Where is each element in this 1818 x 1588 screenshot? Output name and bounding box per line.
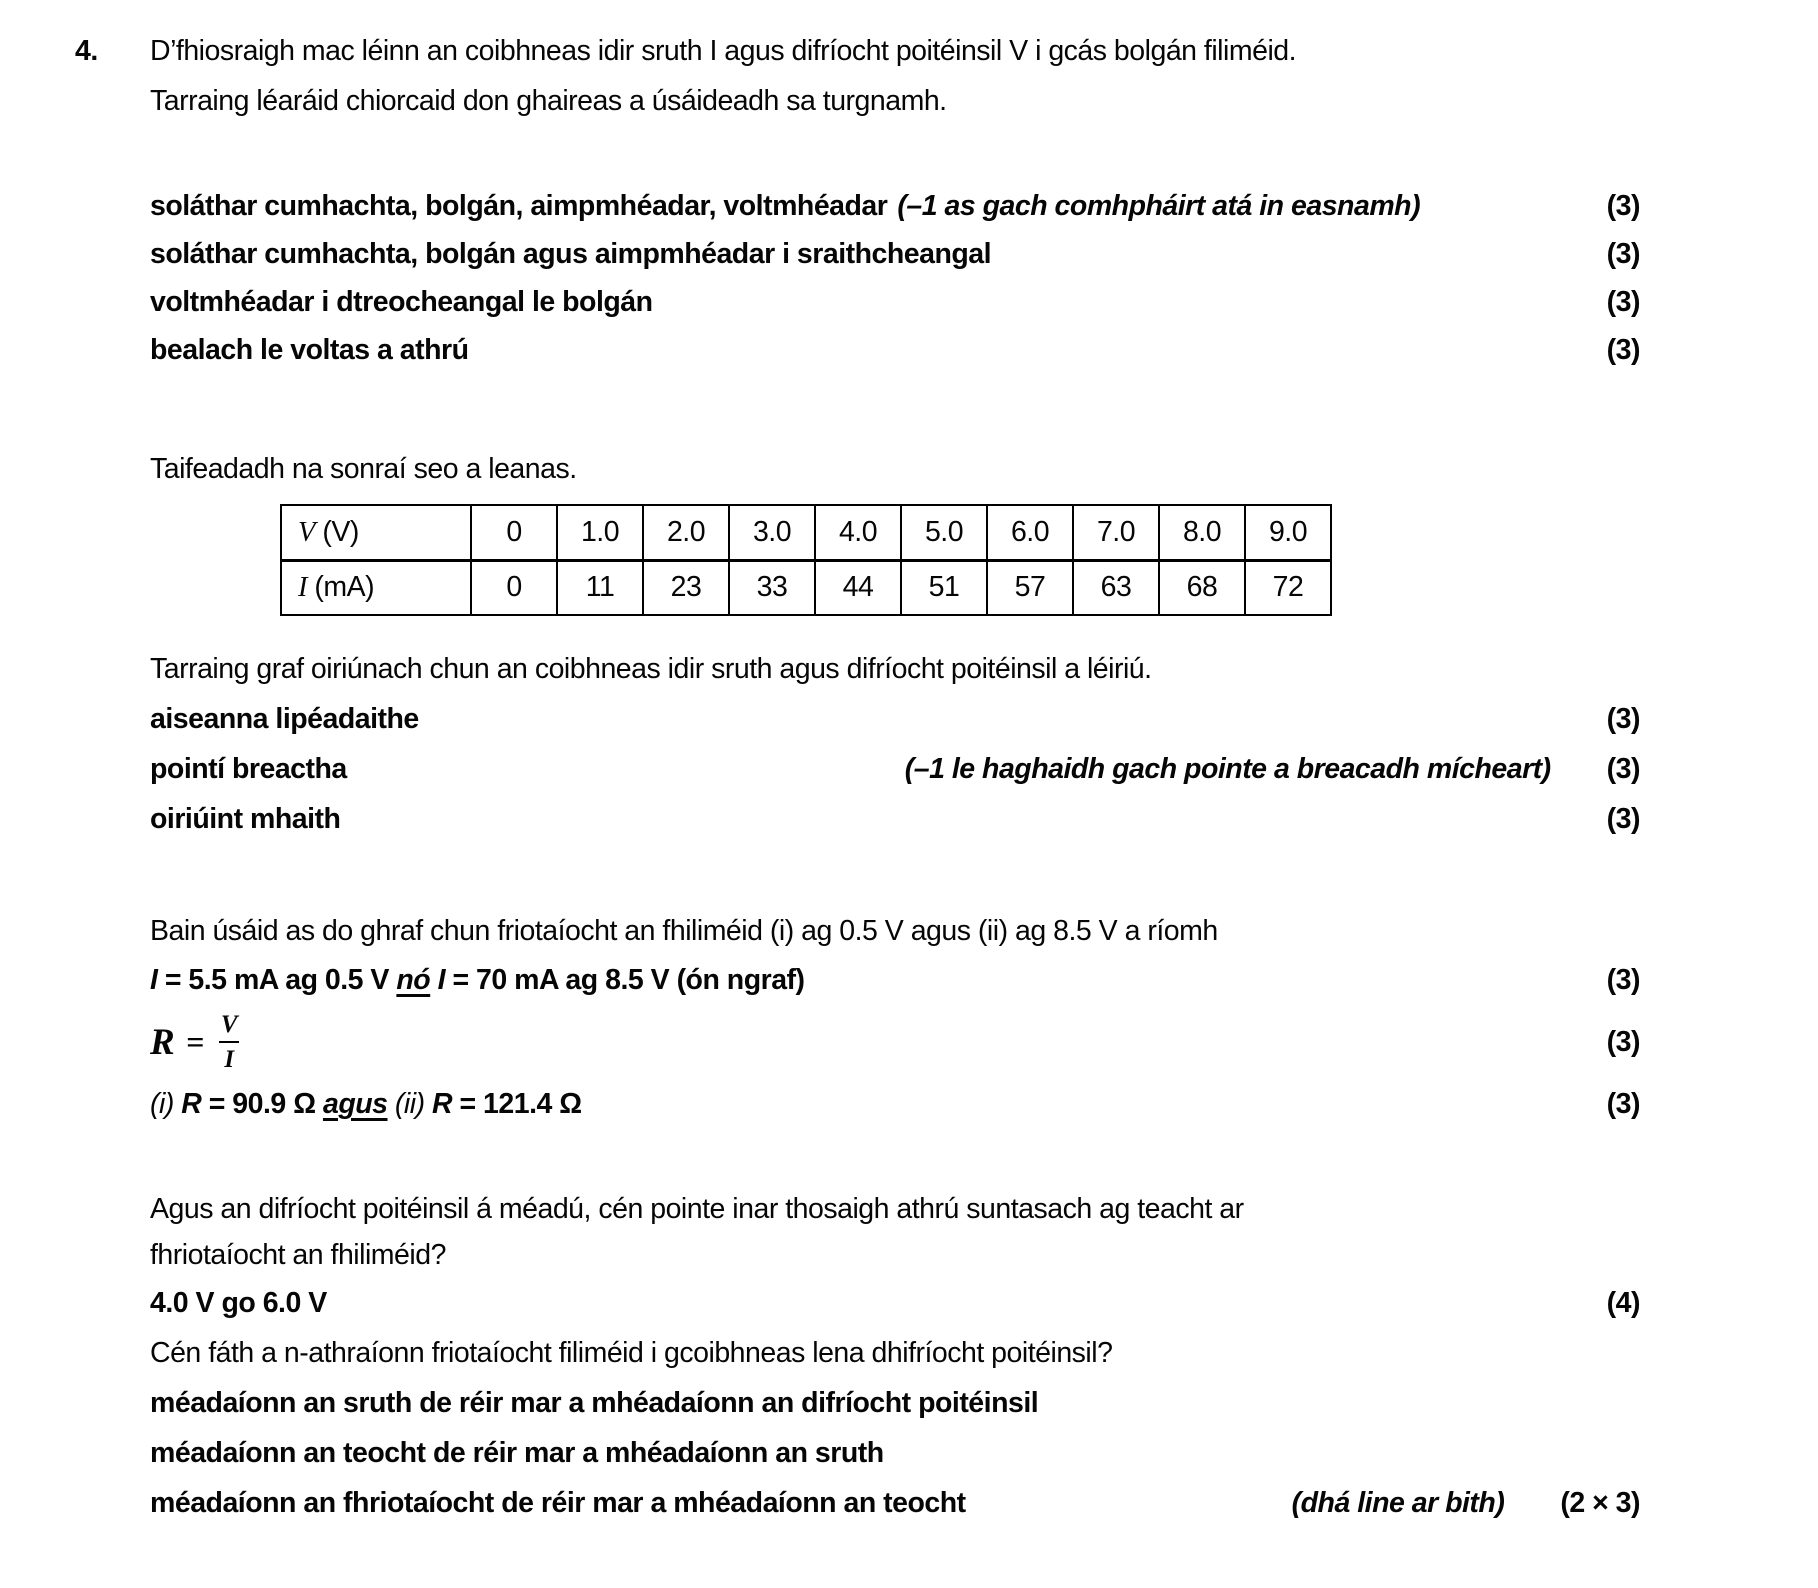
row-label-current xyxy=(281,560,471,615)
current-value-1: = 5.5 mA ag 0.5 V xyxy=(157,964,397,996)
question-4 xyxy=(75,26,1640,1528)
current-symbol-1: I xyxy=(150,964,158,996)
cell-current-3: 33 xyxy=(729,560,815,615)
mark-row-components xyxy=(150,182,1640,230)
table-row-voltage xyxy=(281,505,1331,560)
mark-value: (2 × 3) xyxy=(1560,1487,1640,1519)
mark-value: (4) xyxy=(1606,1287,1640,1319)
cell-voltage-0: 0 xyxy=(471,505,557,560)
why-question: Cén fáth a n-athraíonn friotaíocht filiméid i gcoibhneas lena dhifríocht poitéinsil? xyxy=(150,1337,1113,1369)
cell-voltage-7: 7.0 xyxy=(1073,505,1159,560)
r-value-1: = 90.9 Ω xyxy=(201,1088,323,1120)
current-reading-text xyxy=(150,956,805,1004)
why-answers xyxy=(150,1378,1640,1528)
mark-value: (3) xyxy=(1606,703,1640,735)
why-answer-3 xyxy=(150,1478,1640,1528)
intro-line-2: Tarraing léaráid chiorcaid don ghaireas a úsáideadh sa turgnamh. xyxy=(150,85,947,117)
why-answer-1 xyxy=(150,1378,1640,1428)
cell-voltage-4: 4.0 xyxy=(815,505,901,560)
r-symbol-1: R xyxy=(181,1088,202,1120)
fraction-numerator: V xyxy=(220,1011,238,1038)
roman-i: (i) xyxy=(150,1088,182,1120)
mark-text: pointí breactha xyxy=(150,753,347,785)
cell-voltage-8: 8.0 xyxy=(1159,505,1245,560)
cell-current-6: 57 xyxy=(987,560,1073,615)
mark-text: oiriúint mhaith xyxy=(150,803,341,835)
question-number: 4. xyxy=(75,35,98,67)
mark-text: voltmhéadar i dtreocheangal le bolgán xyxy=(150,286,653,318)
cell-current-1: 11 xyxy=(557,560,643,615)
resistance-result-row xyxy=(150,1080,1640,1128)
voltage-unit: (V) xyxy=(314,515,359,548)
resistance-result-text xyxy=(150,1080,582,1128)
cell-current-7: 63 xyxy=(1073,560,1159,615)
mark-row-fit xyxy=(150,794,1640,844)
mark-value: (3) xyxy=(1606,803,1640,835)
mark-text: aiseanna lipéadaithe xyxy=(150,703,419,735)
answer-text: méadaíonn an teocht de réir mar a mhéadaíonn an sruth xyxy=(150,1437,884,1469)
mark-value: (3) xyxy=(1606,334,1640,366)
mark-value: (3) xyxy=(1606,753,1640,785)
resistance-formula-row xyxy=(150,1010,1640,1074)
cell-current-9: 72 xyxy=(1245,560,1331,615)
mark-text: soláthar cumhachta, bolgán, aimpmhéadar, voltmhéadar xyxy=(150,190,888,222)
formula-lhs: R xyxy=(150,1021,175,1063)
voltage-symbol: V xyxy=(298,516,315,548)
current-symbol: I xyxy=(298,572,307,604)
or-word: nó xyxy=(396,964,431,996)
cell-voltage-3: 3.0 xyxy=(729,505,815,560)
cell-current-2: 23 xyxy=(643,560,729,615)
agus-word: agus xyxy=(322,1088,388,1120)
cell-current-0: 0 xyxy=(471,560,557,615)
graph-marking-scheme xyxy=(150,694,1640,844)
current-unit: (mA) xyxy=(307,571,375,604)
change-question-line-1: Agus an difríocht poitéinsil á méadú, cén pointe inar thosaigh athrú suntasach ag teacht ar xyxy=(150,1193,1244,1225)
mark-value: (3) xyxy=(1606,238,1640,270)
cell-voltage-9: 9.0 xyxy=(1245,505,1331,560)
any-two-note: (dhá line ar bith) xyxy=(1291,1487,1505,1519)
change-question-line-2: fhriotaíocht an fhiliméid? xyxy=(150,1239,446,1271)
formula-equals: = xyxy=(186,1023,204,1060)
intro-paragraph xyxy=(150,26,1640,126)
deduction-note: (–1 le haghaidh gach pointe a breacadh mícheart) xyxy=(904,753,1551,785)
mark-value: (3) xyxy=(1606,1088,1640,1120)
fraction-denominator: I xyxy=(219,1041,238,1072)
roman-ii: (ii) xyxy=(387,1088,432,1120)
data-table xyxy=(280,504,1332,616)
mark-value: (3) xyxy=(1606,1025,1640,1058)
table-row-current xyxy=(281,560,1331,615)
answer-text: méadaíonn an fhriotaíocht de réir mar a mhéadaíonn an teocht xyxy=(150,1487,966,1519)
intro-line-1: D’fhiosraigh mac léinn an coibhneas idir sruth I agus difríocht poitéinsil V i gcás bolgán filiméid. xyxy=(150,35,1297,67)
mark-row-parallel xyxy=(150,278,1640,326)
mark-row-points xyxy=(150,744,1640,794)
cell-voltage-6: 6.0 xyxy=(987,505,1073,560)
r-value-2: = 121.4 Ω xyxy=(452,1088,582,1120)
circuit-marking-scheme xyxy=(150,182,1640,374)
data-intro-text: Taifeadadh na sonraí seo a leanas. xyxy=(150,453,577,485)
why-answer-2 xyxy=(150,1428,1640,1478)
graph-prompt: Tarraing graf oiriúnach chun an coibhneas idir sruth agus difríocht poitéinsil a léiriú. xyxy=(150,653,1152,685)
mark-value: (3) xyxy=(1606,190,1640,222)
mark-text: bealach le voltas a athrú xyxy=(150,334,469,366)
current-symbol-2: I xyxy=(430,964,446,996)
mark-row-vary-voltage xyxy=(150,326,1640,374)
current-value-2: = 70 mA ag 8.5 V (ón ngraf) xyxy=(445,964,805,996)
answer-text: méadaíonn an sruth de réir mar a mhéadaíonn an difríocht poitéinsil xyxy=(150,1387,1039,1419)
cell-current-5: 51 xyxy=(901,560,987,615)
mark-row-axes xyxy=(150,694,1640,744)
mark-value: (3) xyxy=(1606,964,1640,996)
row-label-voltage xyxy=(281,505,471,560)
deduction-note: (–1 as gach comhpháirt atá in easnamh) xyxy=(897,190,1421,222)
r-symbol-2: R xyxy=(431,1088,453,1120)
formula-fraction xyxy=(216,1012,242,1072)
mark-value: (3) xyxy=(1606,286,1640,318)
resistance-prompt: Bain úsáid as do ghraf chun friotaíocht an fhiliméid (i) ag 0.5 V agus (ii) ag 8.5 V a ríomh xyxy=(150,915,1218,947)
cell-voltage-5: 5.0 xyxy=(901,505,987,560)
cell-current-8: 68 xyxy=(1159,560,1245,615)
cell-current-4: 44 xyxy=(815,560,901,615)
cell-voltage-2: 2.0 xyxy=(643,505,729,560)
question-body xyxy=(150,26,1640,1528)
current-reading-row xyxy=(150,956,1640,1004)
change-question xyxy=(150,1186,1640,1278)
mark-text: soláthar cumhachta, bolgán agus aimpmhéadar i sraithcheangal xyxy=(150,238,992,270)
change-answer-text: 4.0 V go 6.0 V xyxy=(150,1287,327,1319)
mark-row-series xyxy=(150,230,1640,278)
change-answer-row xyxy=(150,1278,1640,1328)
cell-voltage-1: 1.0 xyxy=(557,505,643,560)
